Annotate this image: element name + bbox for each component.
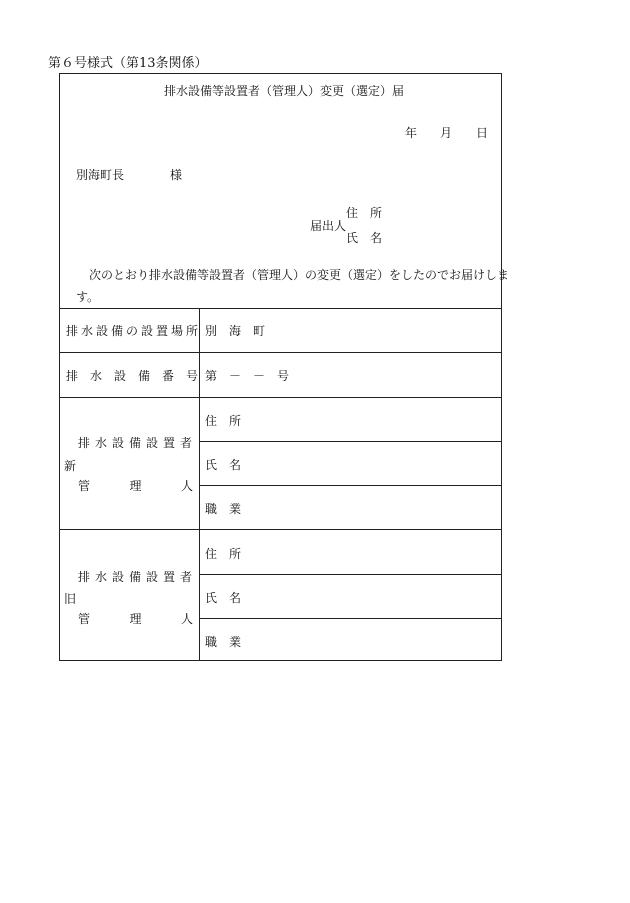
form-title: 排水設備等設置者（管理人）変更（選定）届: [164, 84, 405, 98]
applicant-name-label: 氏 名: [346, 231, 383, 245]
old-section-label-line2: 管 理 人: [78, 612, 193, 626]
date-year-label: 年: [405, 126, 418, 140]
form-number-label: 第６号様式（第13条関係）: [48, 56, 208, 71]
new-name-field-label: 氏 名: [205, 458, 242, 472]
old-occupation-field-label: 職 業: [205, 635, 242, 649]
location-value: 別 海 町: [205, 324, 266, 338]
new-section-prefix: 新: [64, 459, 77, 473]
addressee: 別海町長: [76, 168, 125, 182]
new-address-field-label: 住 所: [205, 414, 242, 428]
old-address-field-label: 住 所: [205, 547, 242, 561]
equipment-number-value: 第 － － 号: [205, 369, 290, 383]
body-text-line-1: 次のとおり排水設備等設置者（管理人）の変更（選定）をしたのでお届けしま: [89, 268, 510, 282]
equipment-number-label: 排 水 設 備 番 号: [66, 369, 199, 383]
old-section-label-line1: 排水設備設置者: [78, 570, 198, 584]
body-text-line-2: す。: [76, 290, 100, 304]
date-day-label: 日: [476, 126, 489, 140]
applicant-address-label: 住 所: [346, 206, 383, 220]
notification-form: [59, 73, 510, 661]
old-section-prefix: 旧: [64, 592, 77, 606]
addressee-honorific: 様: [170, 168, 183, 182]
new-occupation-field-label: 職 業: [205, 502, 242, 516]
old-name-field-label: 氏 名: [205, 591, 242, 605]
location-label: 排水設備の設置場所: [66, 324, 202, 338]
new-section-label-line2: 管 理 人: [78, 479, 193, 493]
new-section-label-line1: 排水設備設置者: [78, 436, 198, 450]
applicant-label: 届出人: [310, 219, 347, 233]
date-month-label: 月: [440, 126, 453, 140]
